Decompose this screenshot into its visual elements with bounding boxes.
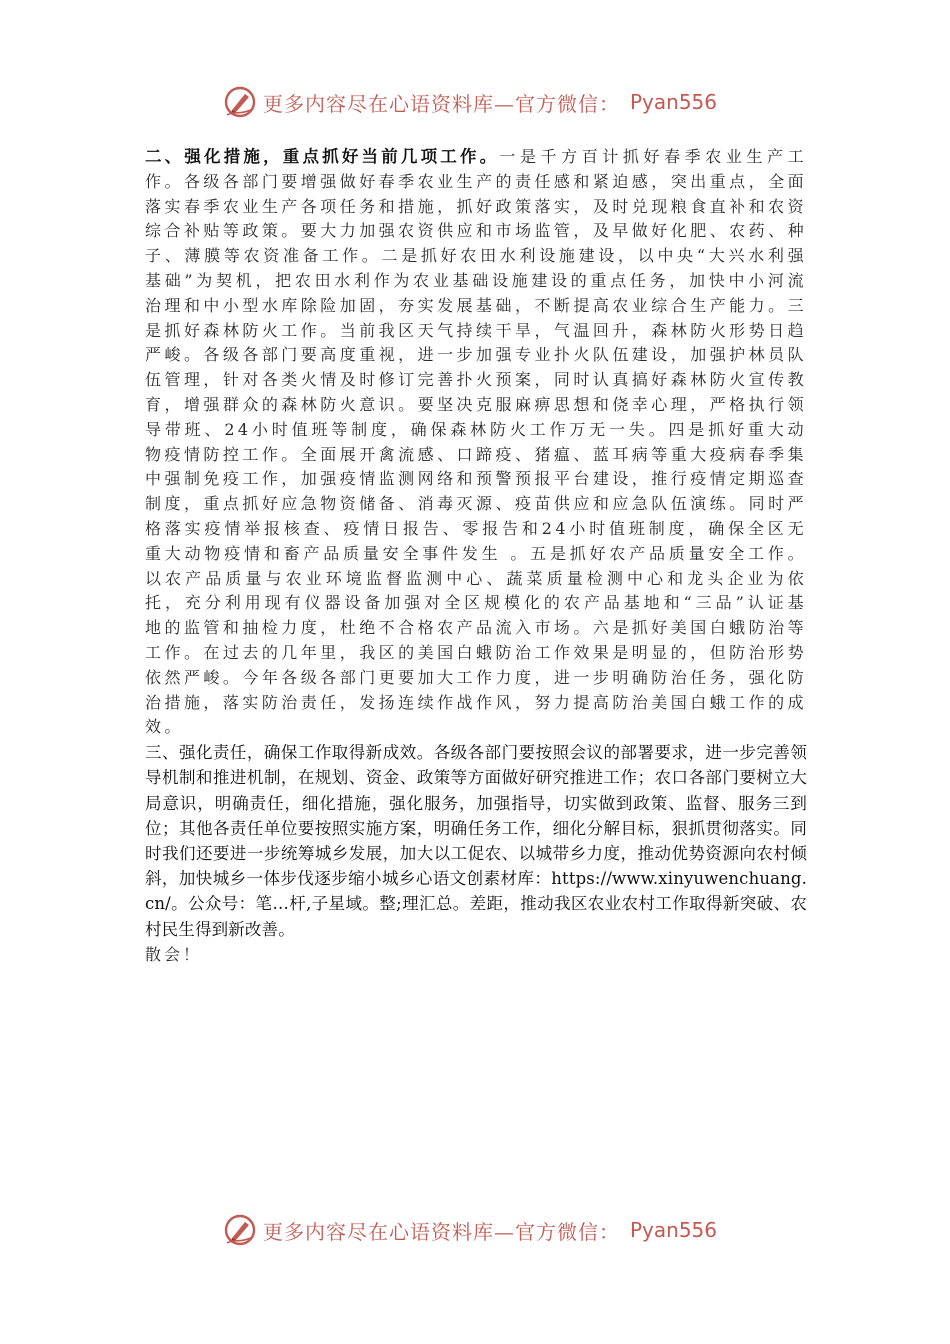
header-banner: [0, 82, 950, 122]
section-2-heading: 二、强化措施，重点抓好当前几项工作。: [145, 147, 500, 166]
footer-banner: [0, 1210, 950, 1250]
section-2-paragraph: [145, 145, 807, 740]
pen-logo-icon: [223, 1213, 257, 1247]
document-body: [145, 145, 807, 967]
section-2-text: 一是千方百计抓好春季农业生产工作。各级各部门要增强做好春季农业生产的责任感和紧迫感，突出重点，全面落实春季农业生产各项任务和措施，抓好政策落实，及时兑现粮食直补和农资综合补贴等政策。要大力加强农资供应和市场监管，及早做好化肥、农药、种子、薄膜等农资准备工作。二是抓好农田水利设施建设，以中央“大兴水利强基础”为契机，把农田水利作为农业基础设施建设的重点任务，加快中小河流治理和中小型水库除险加固，夯实发展基础，不断提高农业综合生产能力。三是抓好森林防火工作。当前我区天气持续干旱，气温回升，森林防火形势日趋严峻。各级各部门要高度重视，进一步加强专业扑火队伍建设，加强护林员队伍管理，针对各类火情及时修订完善扑火预案，同时认真搞好森林防火宣传教育，增强群众的森林防火意识。要坚决克服麻痹思想和侥幸心理，严格执行领导带班、24小时值班等制度，确保森林防火工作万无一失。四是抓好重大动物疫情防控工作。全面展开禽流感、口蹄疫、猪瘟、蓝耳病等重大疫病春季集中强制免疫工作，加强疫情监测网络和预警预报平台建设，推行疫情定期巡查制度，重点抓好应急物资储备、消毒灭源、疫苗供应和应急队伍演练。同时严格落实疫情举报核查、疫情日报告、零报告和24小时值班制度，确保全区无重大动物疫情和畜产品质量安全事件发生 。五是抓好农产品质量安全工作。以农产品质量与农业环境监督监测中心、蔬菜质量检测中心和龙头企业为依托，充分利用现有仪器设备加强对全区规模化的农产品基地和“三品”认证基地的监管和抽检力度，杜绝不合格农产品流入市场。六是抓好美国白蛾防治等工作。在过去的几年里，我区的美国白蛾防治工作效果是明显的，但防治形势依然严峻。今年各级各部门更要加大工作力度，进一步明确防治任务，强化防治措施，落实防治责任，发扬连续作战作风，努力提高防治美国白蛾工作的成效。: [145, 147, 807, 737]
banner-content: [223, 85, 717, 119]
section-3-paragraph: 三、强化责任，确保工作取得新成效。各级各部门要按照会议的部署要求，进一步完善领导机制和推进机制，在规划、资金、政策等方面做好研究推进工作；农口各部门要树立大局意识，明确责任，细化措施，强化服务，加强指导，切实做到政策、监督、服务三到位；其他各责任单位要按照实施方案，明确任务工作，细化分解目标，狠抓贯彻落实。同时我们还要进一步统筹城乡发展，加大以工促农、以城带乡力度，推动优势资源向农村倾斜，加快城乡一体步伐逐步缩小城乡心语文创素材库：https://www.xinyuwenchuang.cn/。公众号：笔…杆,子星域。整;理汇总。差距，推动我区农业农村工作取得新突破、农村民生得到新改善。: [145, 743, 807, 939]
footer-banner-content: [223, 1213, 717, 1247]
banner-wechat-id: Pyan556: [629, 90, 717, 114]
footer-banner-text: 更多内容尽在心语资料库—官方微信：: [262, 1219, 620, 1244]
closing-line: 散会！: [145, 944, 203, 964]
banner-text: 更多内容尽在心语资料库—官方微信：: [262, 91, 620, 116]
footer-banner-wechat-id: Pyan556: [629, 1218, 717, 1242]
pen-logo-icon: [223, 85, 257, 119]
